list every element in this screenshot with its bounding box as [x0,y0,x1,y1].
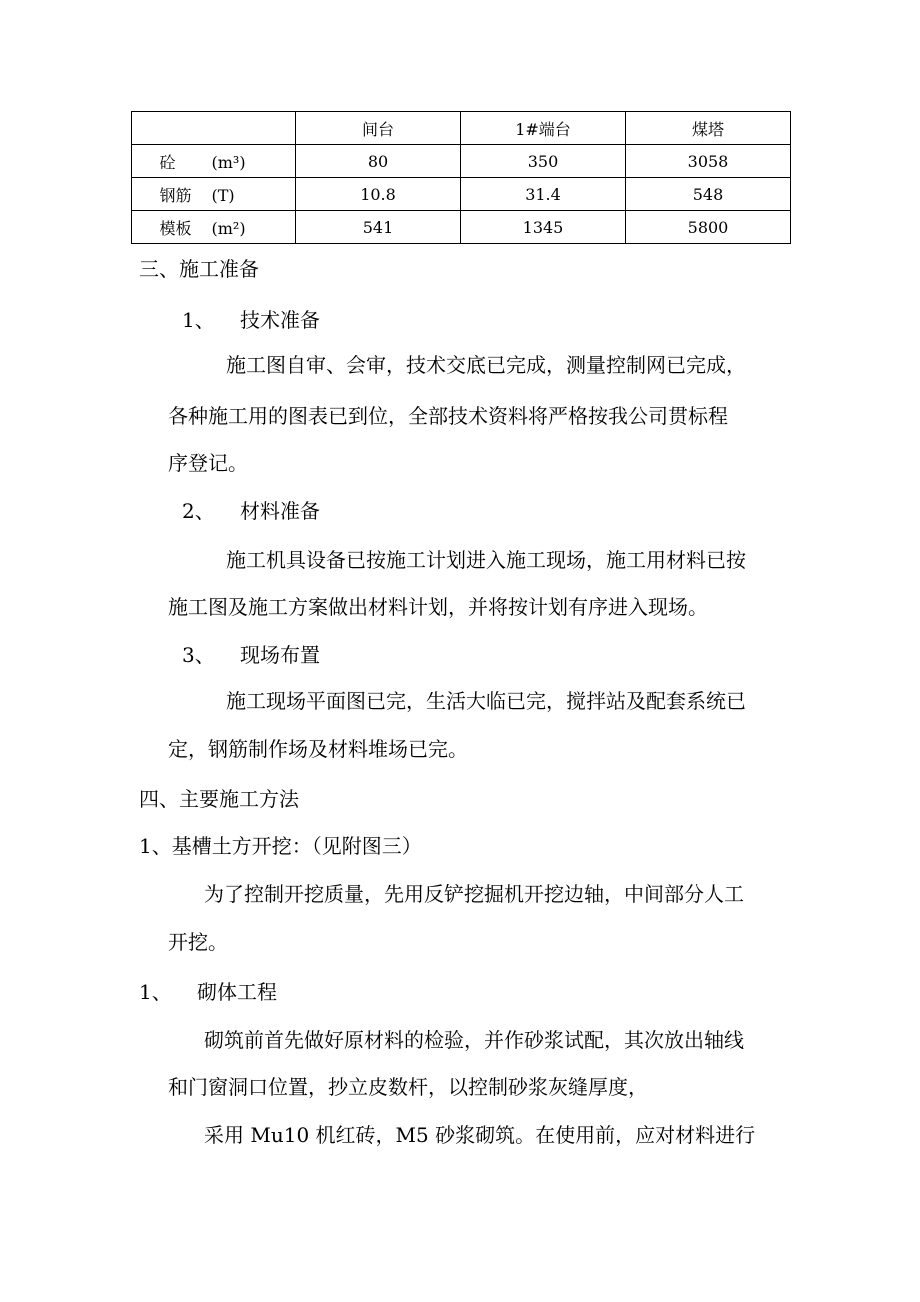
row-name: 模板 [159,218,192,238]
item-title: 砌体工程 [197,980,277,1004]
paragraph-line: 各种施工用的图表已到位，全部技术资料将严格按我公司贯标程 [168,404,728,428]
item-number: 1、 [182,308,215,332]
subsection-heading [139,982,277,1002]
paragraph-line: 施工图及施工方案做出材料计划，并将按计划有序进入现场。 [168,595,708,619]
item-title: 技术准备 [240,308,320,332]
table-row [132,178,791,211]
row-label [132,178,296,211]
subsection-heading [182,310,320,330]
item-number: 1、 [139,980,172,1004]
table-cell: 5800 [626,211,791,244]
subsection-heading [182,645,320,665]
row-label [132,211,296,244]
item-title: 材料准备 [240,499,320,523]
paragraph-line: 施工图自审、会审，技术交底已完成，测量控制网已完成， [226,353,746,377]
quantity-table [131,111,791,244]
table-cell: 1345 [461,211,626,244]
paragraph-line: 和门窗洞口位置，抄立皮数杆，以控制砂浆灰缝厚度， [168,1075,648,1099]
row-label [132,145,296,178]
paragraph-line: 定，钢筋制作场及材料堆场已完。 [168,737,468,761]
table-header-cell: 1#端台 [461,112,626,145]
table-cell: 31.4 [461,178,626,211]
row-unit: (m³) [211,152,246,172]
paragraph-line: 砌筑前首先做好原材料的检验，并作砂浆试配，其次放出轴线 [204,1028,744,1052]
item-number: 3、 [182,643,215,667]
subsection-heading: 1、基槽土方开挖：（见附图三） [139,834,422,858]
item-number: 2、 [182,499,215,523]
row-name: 钢筋 [159,185,192,205]
row-unit: (m²) [211,218,246,238]
section-heading: 三、施工准备 [139,257,259,281]
section-heading: 四、主要施工方法 [139,787,299,811]
paragraph-line: 开挖。 [168,930,228,954]
table-header-cell: 煤塔 [626,112,791,145]
table-cell: 541 [296,211,461,244]
table-header-cell: 间台 [296,112,461,145]
item-title: 现场布置 [240,643,320,667]
table-cell: 548 [626,178,791,211]
table-row [132,145,791,178]
subsection-heading [182,501,320,521]
paragraph-line: 采用 Mu10 机红砖，M5 砂浆砌筑。在使用前，应对材料进行 [204,1123,756,1147]
table-cell: 10.8 [296,178,461,211]
paragraph-line: 为了控制开挖质量，先用反铲挖掘机开挖边轴，中间部分人工 [204,882,744,906]
table-cell: 350 [461,145,626,178]
row-name: 砼 [159,152,176,172]
table-header-row [132,112,791,145]
table-cell: 3058 [626,145,791,178]
paragraph-line: 施工现场平面图已完，生活大临已完，搅拌站及配套系统已 [226,689,746,713]
paragraph-line: 施工机具设备已按施工计划进入施工现场，施工用材料已按 [226,548,746,572]
table-cell: 80 [296,145,461,178]
paragraph-line: 序登记。 [168,451,248,475]
table-row [132,211,791,244]
table-header-cell [132,112,296,145]
row-unit: (T) [211,185,235,205]
